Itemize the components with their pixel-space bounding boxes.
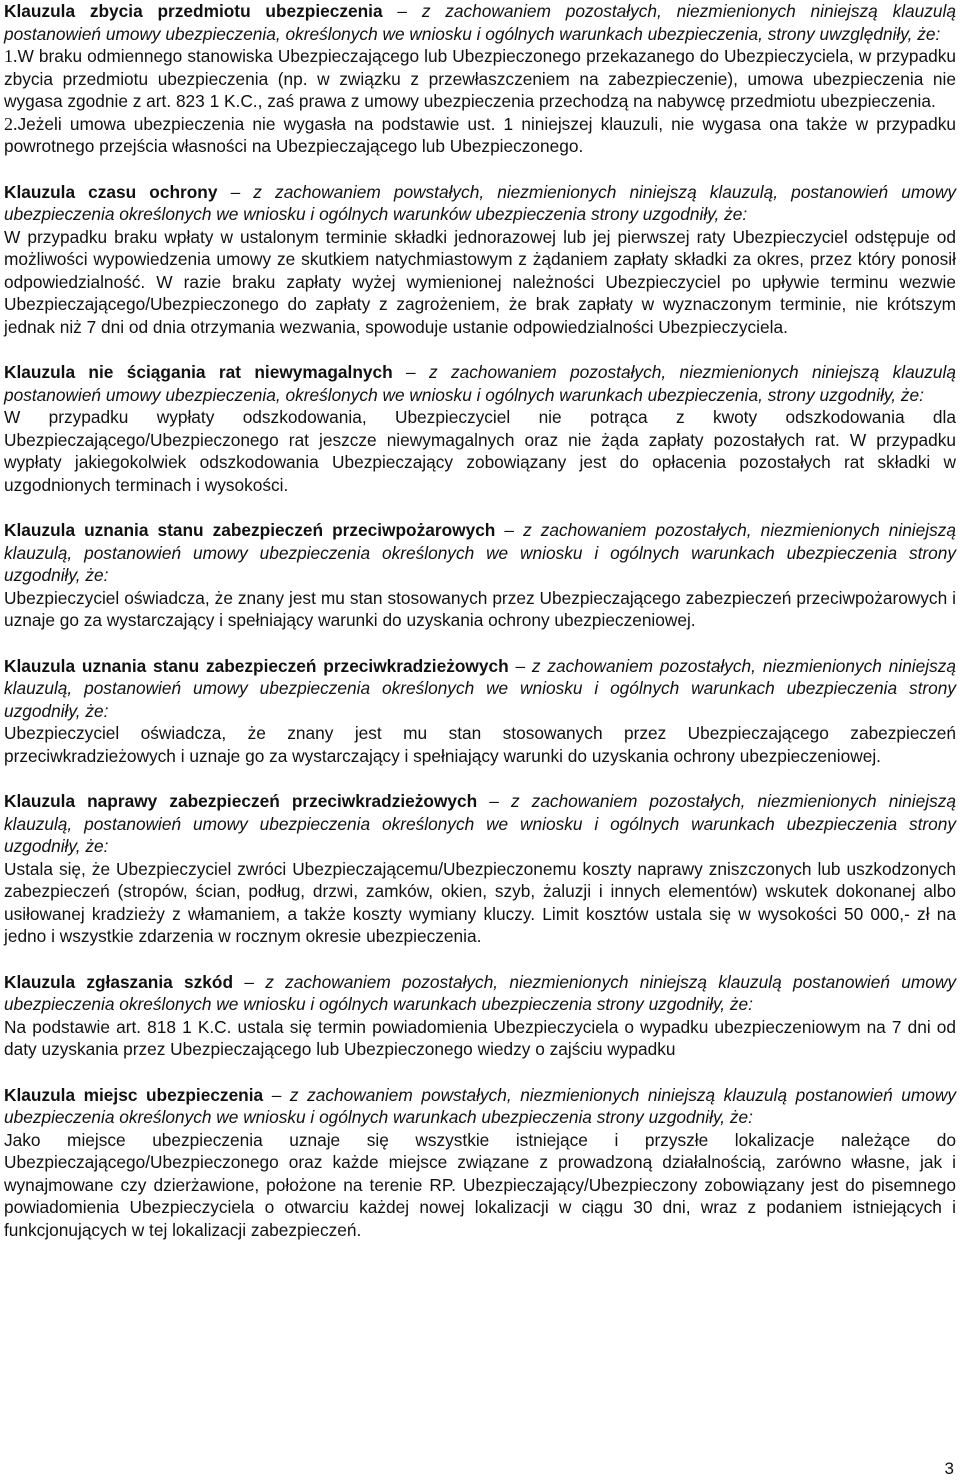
paragraph-number: 2. <box>4 113 18 134</box>
clause-paragraph: W braku odmiennego stanowiska Ubezpieczającego lub Ubezpieczonego przekazanego do Ubezpieczyciela, w przypadku zbycia przedmiotu ubezpieczenia (np. w związku z przewłaszczeniem na zabezpieczenie), umowa ubezpieczenia nie wygasa zgodnie z art. 823 1 K.C., zaś prawa z umowy ubezpieczenia przechodzą na nabywcę przedmiotu ubezpieczenia. <box>4 46 956 111</box>
document-page <box>4 0 956 1241</box>
clause-title: Klauzula zgłaszania szkód <box>4 971 234 992</box>
clause-title: Klauzula uznania stanu zabezpieczeń przeciwkradzieżowych <box>4 655 509 676</box>
clause-paragraph: W przypadku wypłaty odszkodowania, Ubezpieczyciel nie potrąca z kwoty odszkodowania dla Ubezpieczającego/Ubezpieczonego rat jeszcze niewymagalnych oraz nie żąda zapłaty pozostałych rat. W przypadku wypłaty jakiegokolwiek odszkodowania Ubezpieczający zobowiązany jest do opłacenia pozostałych rat składki w uzgodnionych terminach i wysokości. <box>4 407 956 495</box>
clause-claims-reporting <box>4 971 956 1061</box>
clause-title: Klauzula miejsc ubezpieczenia <box>4 1084 264 1105</box>
clause-paragraph: Ubezpieczyciel oświadcza, że znany jest mu stan stosowanych przez Ubezpieczającego zabezpieczeń przeciwpożarowych i uznaje go za wystarczający i spełniający warunki do uzyskania ochrony ubezpieczeniowej. <box>4 587 956 630</box>
clause-title: Klauzula nie ściągania rat niewymagalnych <box>4 362 393 382</box>
clause-disposal <box>4 0 956 158</box>
clause-installments <box>4 361 956 496</box>
clause-paragraph: Ustala się, że Ubezpieczyciel zwróci Ubezpieczającemu/Ubezpieczonemu koszty naprawy zniszczonych lub uszkodzonych zabezpieczeń (stropów, ścian, podług, drzwi, zamków, okien, szyb, żaluzji i innych elementów) wskutek dokonanej albo usiłowanej kradzieży z włamaniem, a także koszty wymiany kluczy. Limit kosztów ustala się w wysokości 50 000,- zł na jedno i wszystkie zdarzenia w rocznym okresie ubezpieczenia. <box>4 858 956 946</box>
clause-title: Klauzula naprawy zabezpieczeń przeciwkradzieżowych <box>4 791 478 811</box>
clause-paragraph: Jeżeli umowa ubezpieczenia nie wygasła na podstawie ust. 1 niniejszej klauzuli, nie wygasa ona także w przypadku powrotnego przejścia własności na Ubezpieczającego lub Ubezpieczonego. <box>4 113 956 156</box>
clause-intro: – z zachowaniem powstałych, niezmienionych niniejszą klauzulą postanowień umowy ubezpieczenia określonych we wniosku i ogólnych warunkach ubezpieczenia strony uzgodniły, że: <box>4 1084 956 1127</box>
clause-intro: – z zachowaniem pozostałych, niezmienionych niniejszą klauzulą postanowień umowy ubezpieczenia, określonych we wniosku i ogólnych warunkach ubezpieczenia, strony uwzględniły, że: <box>4 1 956 44</box>
page-number: 3 <box>944 1458 954 1478</box>
clause-fire-protection <box>4 519 956 632</box>
clause-paragraph: Jako miejsce ubezpieczenia uznaje się wszystkie istniejące i przyszłe lokalizacje należące do Ubezpieczającego/Ubezpieczonego oraz każde miejsce związane z prowadzoną działalnością, zarówno własne, jak i wynajmowane czy dzierżawione, położone na terenie RP. Ubezpieczający/Ubezpieczony zobowiązany jest do pisemnego powiadomienia Ubezpieczyciela o otwarciu każdej nowej lokalizacji w ciągu 30 dni, wraz z podaniem istniejących i funkcjonujących w tej lokalizacji zabezpieczeń. <box>4 1129 956 1240</box>
clause-protection-time <box>4 181 956 339</box>
clause-intro: – z zachowaniem pozostałych, niezmienionych niniejszą klauzulą, postanowień umowy ubezpieczenia określonych we wniosku i ogólnych warunkach ubezpieczenia strony uzgodniły, że: <box>4 520 956 585</box>
clause-intro: – z zachowaniem pozostałych, niezmienionych niniejszą klauzulą, postanowień umowy ubezpieczenia określonych we wniosku i ogólnych warunkach ubezpieczenia strony uzgodniły, że: <box>4 655 956 721</box>
clause-title: Klauzula zbycia przedmiotu ubezpieczenia <box>4 1 383 21</box>
clause-intro: – z zachowaniem pozostałych, niezmienionych niniejszą klauzulą, postanowień umowy ubezpieczenia określonych we wniosku i ogólnych warunkach ubezpieczenia strony uzgodniły, że: <box>4 791 956 856</box>
clause-intro: – z zachowaniem pozostałych, niezmienionych niniejszą klauzulą postanowień umowy ubezpieczenia określonych we wniosku i ogólnych warunkach ubezpieczenia strony uzgodniły, że: <box>4 971 957 1014</box>
paragraph-number: 1. <box>4 46 18 66</box>
clause-intro: – z zachowaniem powstałych, niezmienionych niniejszą klauzulą, postanowień umowy ubezpieczenia określonych we wniosku i ogólnych warunków ubezpieczenia strony uzgodniły, że: <box>4 181 956 224</box>
clause-insured-locations <box>4 1084 956 1242</box>
clause-paragraph: Ubezpieczyciel oświadcza, że znany jest mu stan stosowanych przez Ubezpieczającego zabezpieczeń przeciwkradzieżowych i uznaje go za wystarczający i spełniający warunki do uzyskania ochrony ubezpieczeniowej. <box>4 723 956 766</box>
clause-intro: – z zachowaniem pozostałych, niezmienionych niniejszą klauzulą postanowień umowy ubezpieczenia, określonych we wniosku i ogólnych warunkach ubezpieczenia, strony uzgodniły, że: <box>4 362 956 405</box>
clause-title: Klauzula czasu ochrony <box>4 181 218 202</box>
clause-theft-protection <box>4 655 956 768</box>
clause-theft-protection-repair <box>4 790 956 948</box>
clause-paragraph: W przypadku braku wpłaty w ustalonym terminie składki jednorazowej lub jej pierwszej raty Ubezpieczyciel odstępuje od możliwości wypowiedzenia umowy ze skutkiem natychmiastowym z żądaniem zapłaty składki za okres, przez który ponosił odpowiedzialność. W razie braku zapłaty wyżej wymienionej należności Ubezpieczyciel po upływie terminu wezwie Ubezpieczającego/Ubezpieczonego do zapłaty z zagrożeniem, że brak zapłaty w wyznaczonym terminie, nie krótszym jednak niż 7 dni od dnia otrzymania wezwania, spowoduje ustanie odpowiedzialności Ubezpieczyciela. <box>4 226 956 337</box>
clause-title: Klauzula uznania stanu zabezpieczeń przeciwpożarowych <box>4 520 496 540</box>
clause-paragraph: Na podstawie art. 818 1 K.C. ustala się termin powiadomienia Ubezpieczyciela o wypadku ubezpieczeniowym na 7 dni od daty uzyskania przez Ubezpieczającego lub Ubezpieczonego wiedzy o zajściu wypadku <box>4 1016 956 1059</box>
